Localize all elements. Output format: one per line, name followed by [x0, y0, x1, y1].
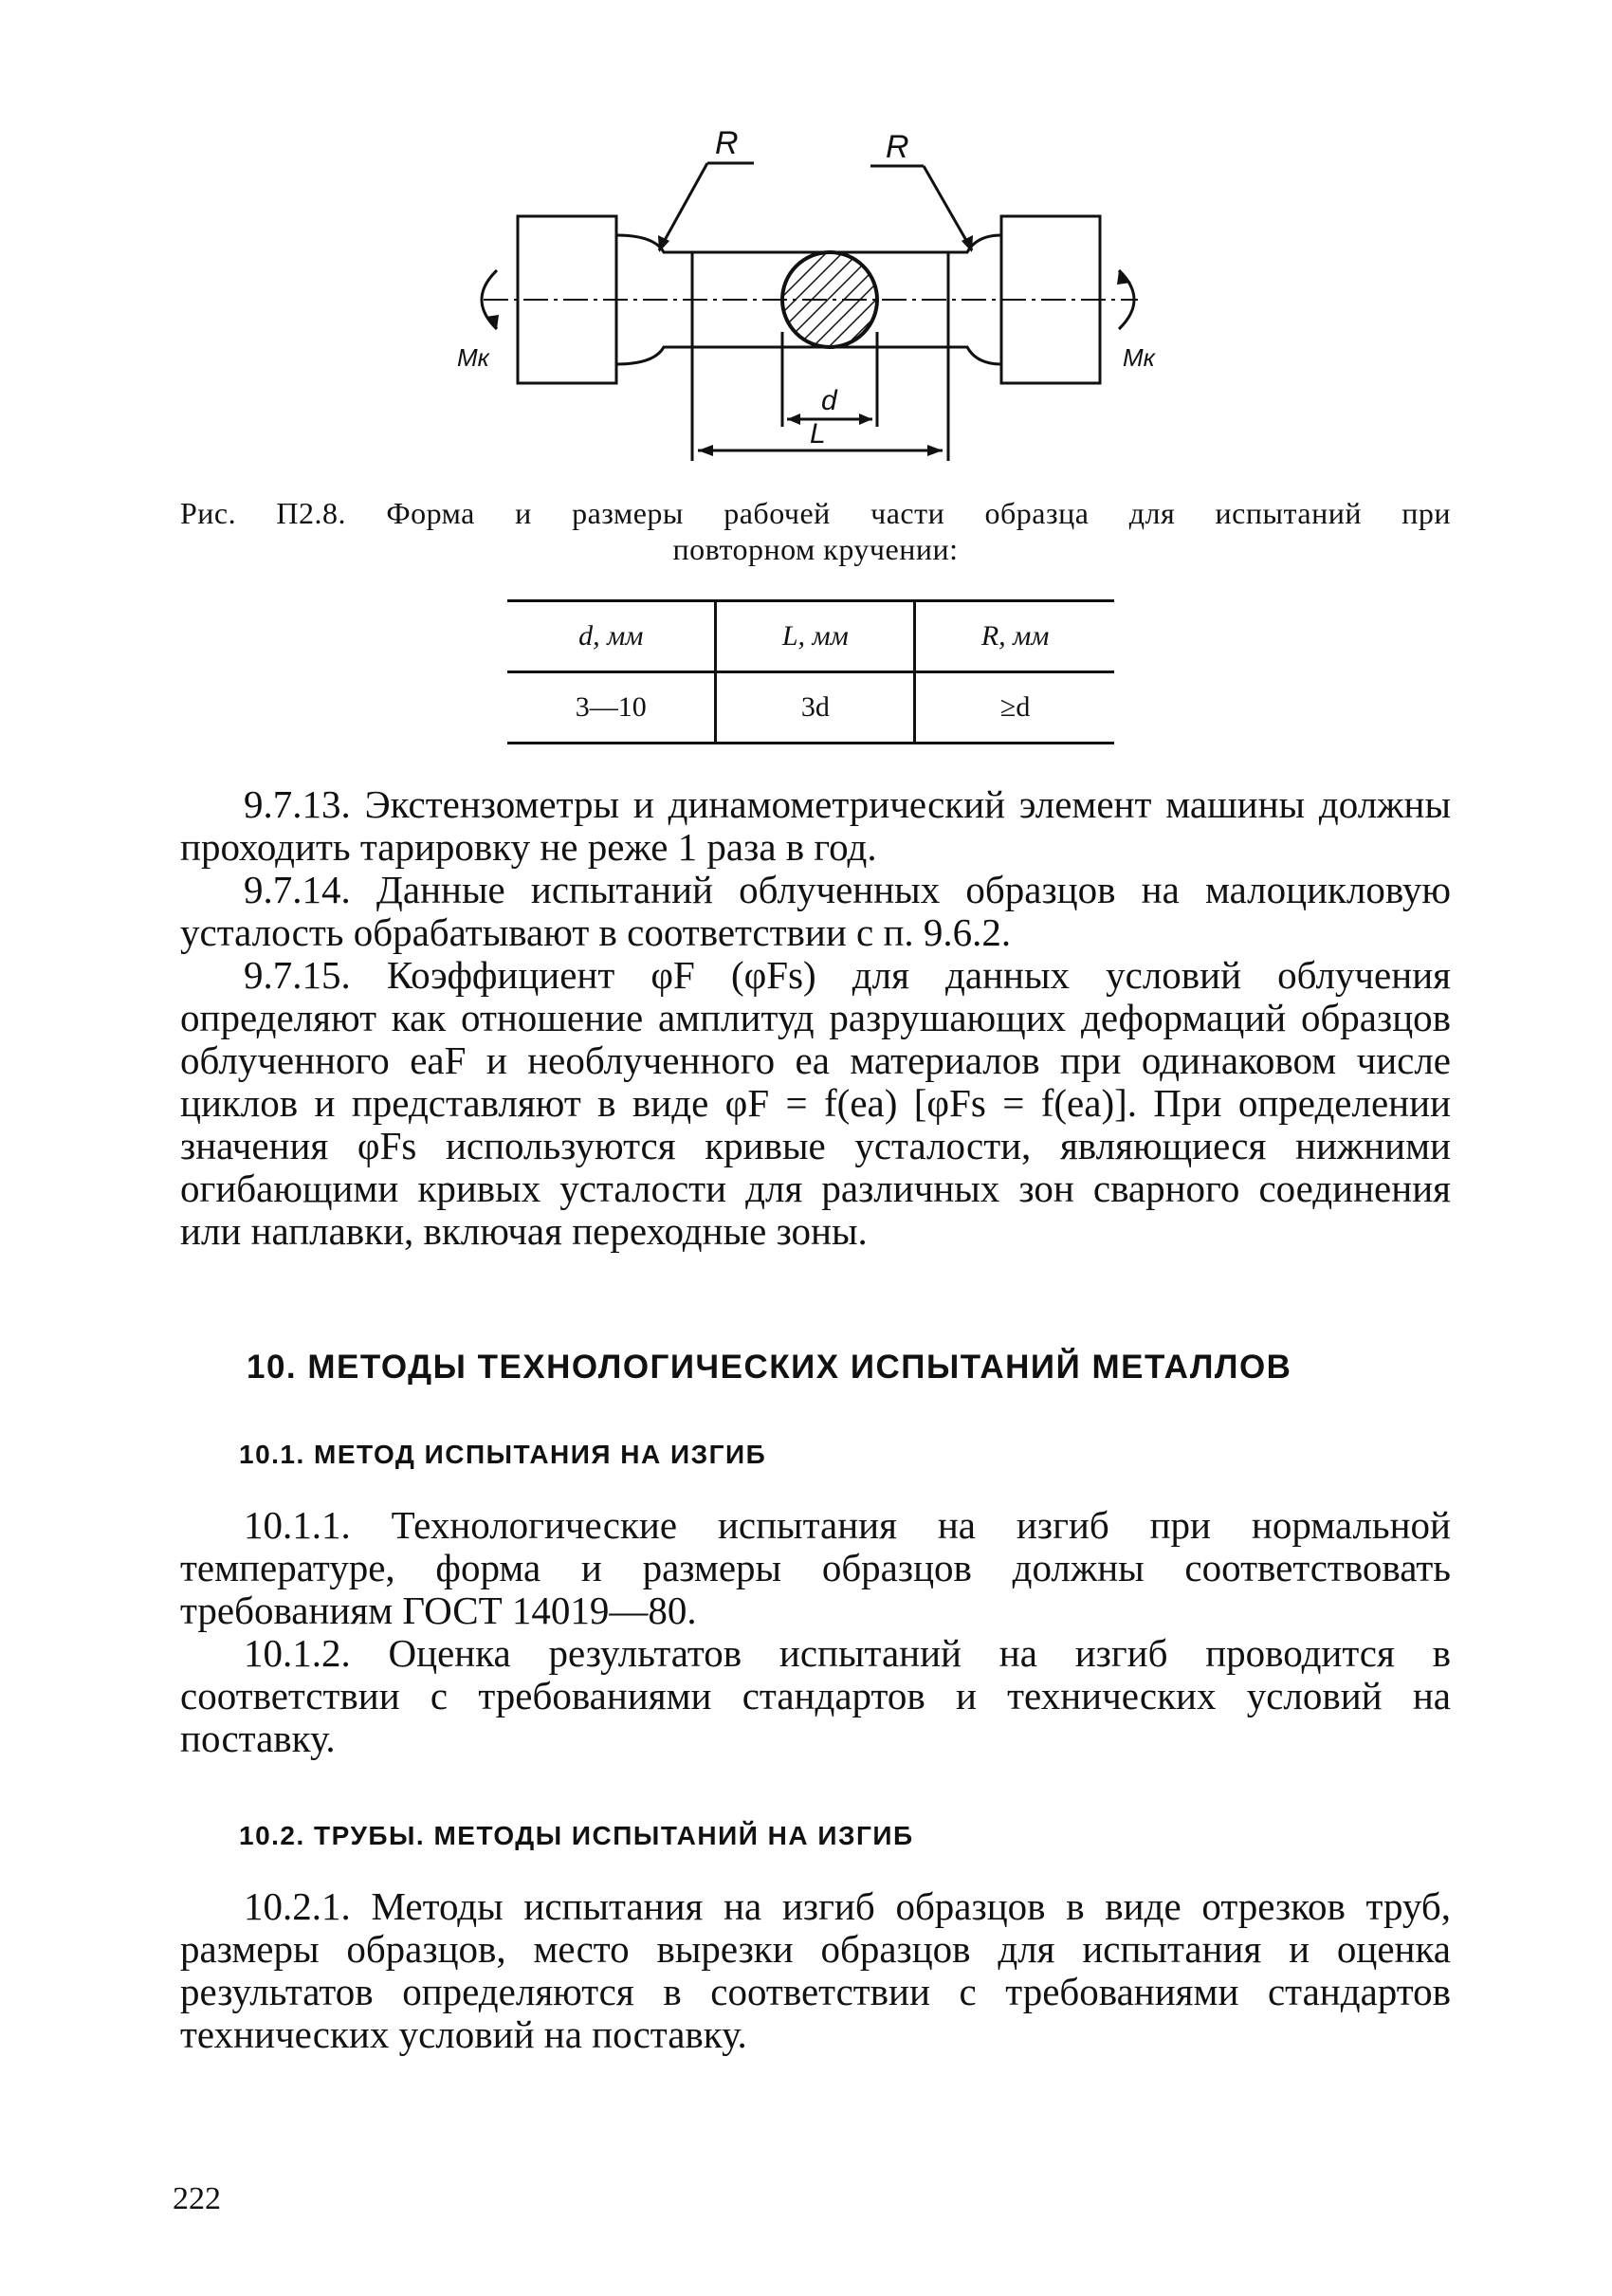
paragraph-9-7-13: 9.7.13. Экстензометры и динамометрический элемент машины должны проходить тарировку не реже 1 раза в год.: [180, 782, 1451, 869]
heading-section-10: 10. МЕТОДЫ ТЕХНОЛОГИЧЕСКИХ ИСПЫТАНИЙ МЕТАЛЛОВ: [247, 1349, 1292, 1386]
label-R-right: R: [886, 129, 909, 165]
heading-section-10-1: 10.1. МЕТОД ИСПЫТАНИЯ НА ИЗГИБ: [239, 1440, 767, 1469]
caption-line-2: повторном кручении:: [672, 532, 959, 566]
specimen-figure: [417, 114, 1195, 474]
dimensions-table: [507, 599, 1114, 744]
section-9-text: [180, 783, 1451, 1253]
section-10-2-text: [180, 1885, 1451, 2056]
table-header-cell: L, мм: [716, 601, 915, 672]
paragraph-10-2-1: 10.2.1. Методы испытания на изгиб образцов в виде отрезков труб, размеры образцов, место вырезки образцов для испытания и оценка результатов определяются в соответствии с требованиями стандартов технических условий на поставку.: [180, 1884, 1451, 2056]
gauge-top-edge: [616, 235, 1001, 252]
table-header-cell: R, мм: [915, 601, 1114, 672]
paragraph-9-7-15: 9.7.15. Коэффициент φF (φFs) для данных условий облучения определяют как отношение амплитуд разрушающих деформаций образцов облученного eaF и необлученного ea материалов при одинаковом числе циклов и представляют в виде φF = f(ea) [φFs = f(ea)]. При определении значения φFs используются кривые усталости, являющиеся нижними огибающими кривых усталости для различных зон сварного соединения или наплавки, включая переходные зоны.: [180, 953, 1451, 1253]
table-header-row: [507, 601, 1114, 672]
label-L: L: [810, 418, 826, 450]
table-header-cell: d, мм: [507, 601, 716, 672]
table-cell: 3—10: [507, 672, 716, 744]
label-d: d: [821, 385, 837, 416]
label-moment-left: Mк: [457, 343, 489, 372]
label-R-left: R: [715, 125, 739, 161]
table-row: [507, 672, 1114, 744]
figure-caption: [180, 495, 1451, 567]
heading-section-10-2: 10.2. ТРУБЫ. МЕТОДЫ ИСПЫТАНИЙ НА ИЗГИБ: [239, 1821, 914, 1850]
page-number: 222: [173, 2181, 221, 2216]
table-cell: 3d: [716, 672, 915, 744]
paragraph-10-1-1: 10.1.1. Технологические испытания на изгиб при нормальной температуре, форма и размеры образцов должны соответствовать требованиям ГОСТ 14019—80.: [180, 1503, 1451, 1632]
label-moment-right: Mк: [1123, 343, 1155, 372]
section-10-1-text: [180, 1504, 1451, 1760]
paragraph-9-7-14: 9.7.14. Данные испытаний облученных образцов на малоцикловую усталость обрабатывают в соответствии с п. 9.6.2.: [180, 868, 1451, 954]
table-cell: ≥d: [915, 672, 1114, 744]
paragraph-10-1-2: 10.1.2. Оценка результатов испытаний на изгиб проводится в соответствии с требованиями стандартов и технических условий на поставку.: [180, 1631, 1451, 1760]
caption-line-1: Рис. П2.8. Форма и размеры рабочей части образца для испытаний при: [180, 496, 1451, 530]
gauge-bottom-edge: [616, 347, 1001, 364]
